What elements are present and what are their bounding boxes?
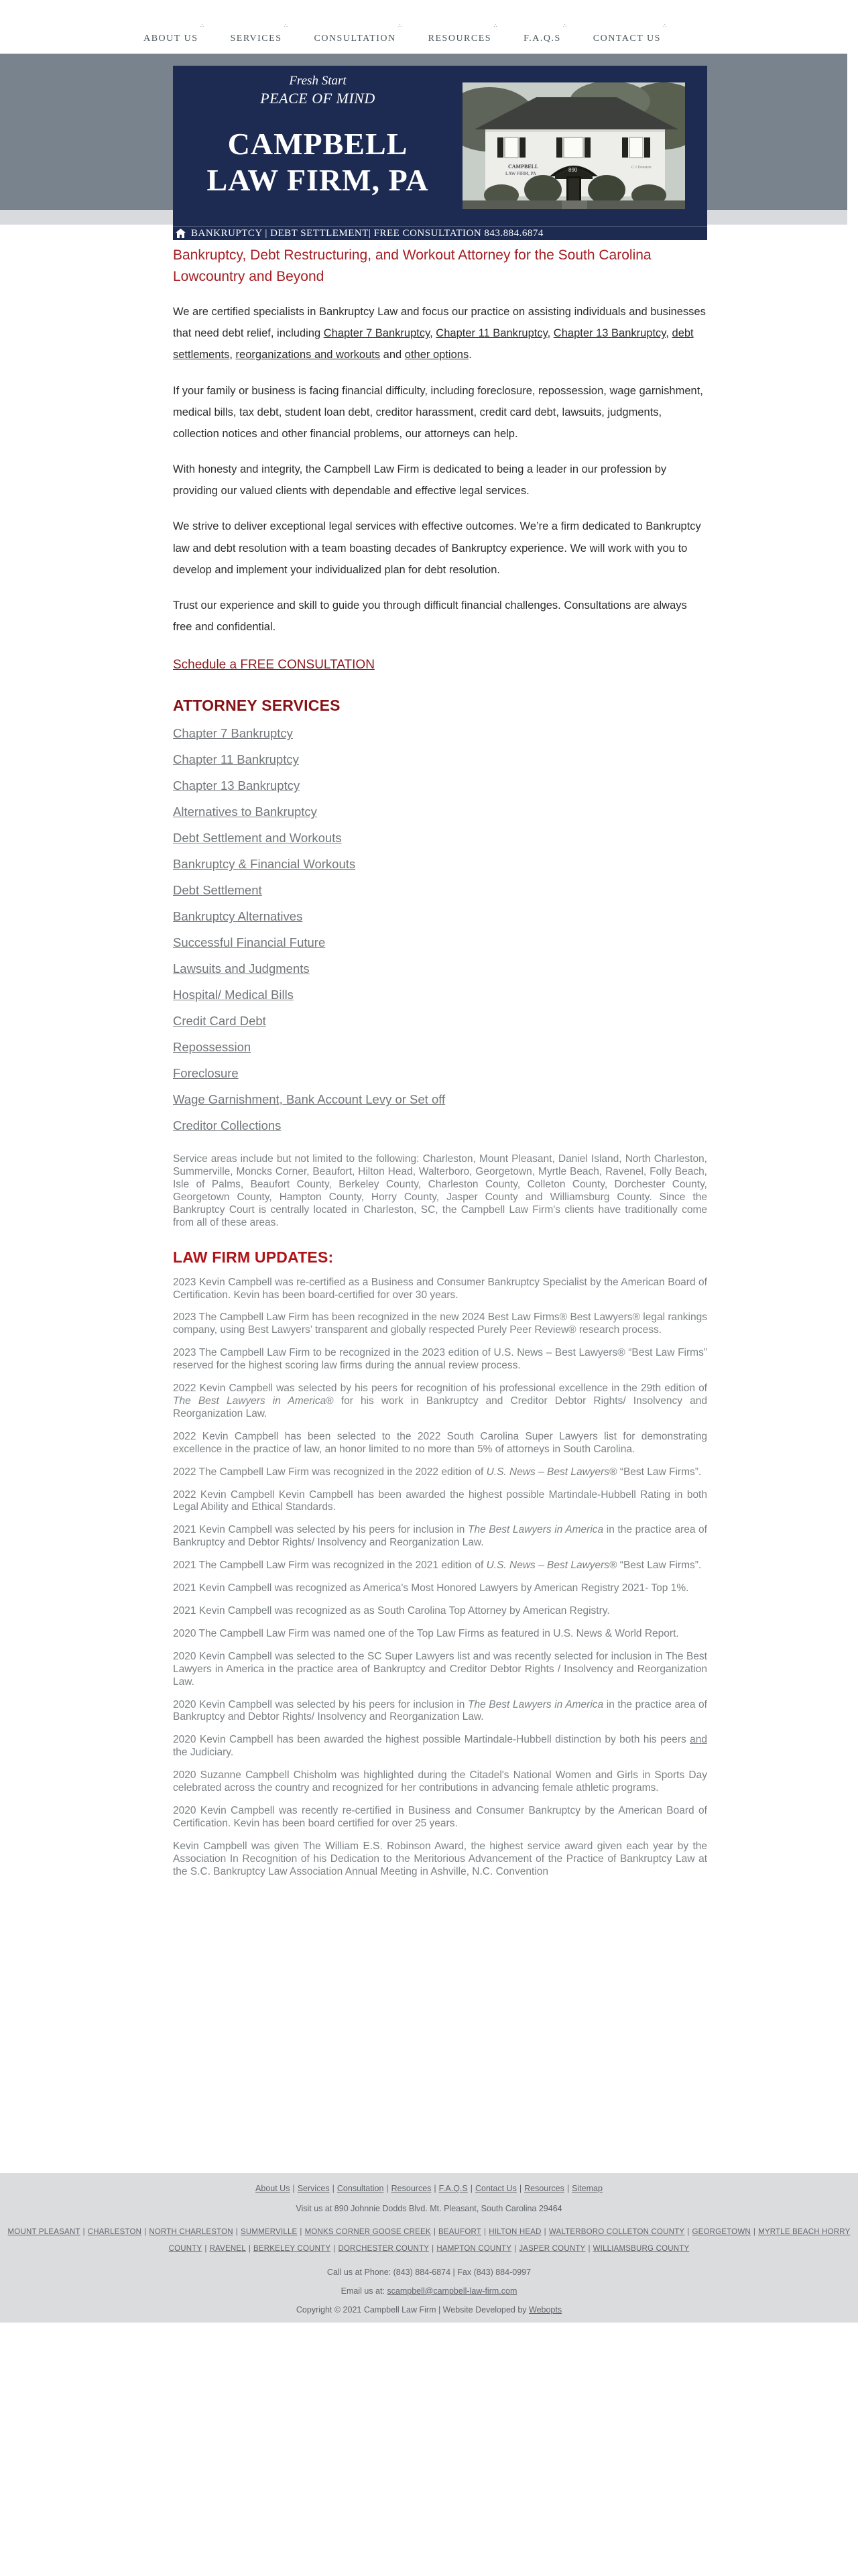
law-firm-update-15 <box>173 1734 707 1759</box>
nav-item-contact-us[interactable]: CONTACT US ∴ <box>593 23 668 44</box>
footer-nav-link-consultation-2[interactable]: Consultation <box>336 2184 384 2194</box>
footer-nav-separator: | <box>434 2184 436 2194</box>
service-link-wage-garnishment-bank-account-levy-or-set-off[interactable]: Wage Garnishment, Bank Account Levy or Set off <box>173 1092 446 1107</box>
footer-location-separator: | <box>753 2228 756 2237</box>
law-firm-update-4-text: The Best Lawyers in America <box>173 1395 326 1407</box>
footer-phone-line: Call us at Phone: (843) 884-6874 | Fax (843) 884-0997 <box>326 2267 532 2277</box>
intro-paragraph-3 <box>173 459 707 502</box>
law-firm-update-16 <box>173 1769 707 1795</box>
service-link-hospital-medical-bills[interactable]: Hospital/ Medical Bills <box>173 988 294 1002</box>
footer-location-link-mount-pleasant[interactable]: MOUNT PLEASANT <box>7 2228 80 2237</box>
nav-item-resources[interactable]: RESOURCES ∴ <box>428 23 499 44</box>
attorney-services-title: ATTORNEY SERVICES <box>173 697 341 715</box>
footer-location-link-monks-corner-goose-creek[interactable]: MONKS CORNER GOOSE CREEK <box>304 2228 431 2237</box>
footer-location-separator: | <box>82 2228 85 2237</box>
footer-nav-separator: | <box>386 2184 389 2194</box>
footer-location-separator: | <box>235 2228 238 2237</box>
footer-copyright <box>0 2305 858 2315</box>
footer-location-separator: | <box>588 2244 591 2253</box>
footer-copyright-text: Copyright © 2021 Campbell Law Firm | Website Developed by <box>296 2304 529 2315</box>
service-item-row <box>173 935 707 950</box>
footer-location-separator: | <box>514 2244 517 2253</box>
law-firm-update-16-text: 2020 Suzanne Campbell Chisholm was highlighted during the Citadel's National Women and Girls in Sports Day celebrated across the country and recognized for her contributions in advancing female athletic programs. <box>173 1769 707 1794</box>
intro-paragraphs <box>173 301 707 638</box>
law-firm-update-11-text: 2021 Kevin Campbell was recognized as as South Carolina Top Attorney by American Registry. <box>173 1604 610 1617</box>
intro-paragraph-1-link-chapter-13-bankruptcy[interactable]: Chapter 13 Bankruptcy <box>553 327 666 340</box>
intro-paragraph-1-text: , <box>547 327 554 340</box>
footer-location-separator: | <box>204 2244 207 2253</box>
footer-nav-link-services-1[interactable]: Services <box>297 2184 330 2194</box>
law-firm-update-8-text: 2021 Kevin Campbell was selected by his peers for inclusion in <box>173 1524 468 1536</box>
footer-address: Visit us at 890 Johnnie Dodds Blvd. Mt. Pleasant, South Carolina 29464 <box>296 2204 562 2214</box>
header-main <box>173 66 707 226</box>
law-firm-update-18 <box>173 1840 707 1879</box>
law-firm-update-18-text: Kevin Campbell was given The William E.S. Robinson Award, the highest service award given each year by the Association In Recognition of his Dedication to the Meritorious Advancement of the Practice of Bankruptcy Law at the S.C. Bankruptcy Law Association Annual Meeting in Ashville, N.C. Convention <box>173 1840 707 1877</box>
law-firm-update-9-text: U.S. News – Best Lawyers <box>486 1560 610 1572</box>
footer-location-separator: | <box>484 2228 487 2237</box>
intro-paragraph-4 <box>173 516 707 581</box>
footer-location-link-beaufort[interactable]: BEAUFORT <box>438 2228 482 2237</box>
footer-nav-link-resources-6[interactable]: Resources <box>524 2184 564 2194</box>
law-firm-update-1 <box>173 1277 707 1302</box>
law-firm-update-11 <box>173 1605 707 1618</box>
law-firm-update-8 <box>173 1524 707 1549</box>
service-item-row <box>173 1118 707 1133</box>
intro-paragraph-1-link-reorganizations-and-workouts[interactable]: reorganizations and workouts <box>235 349 381 361</box>
footer-location-link-charleston[interactable]: CHARLESTON <box>87 2228 142 2237</box>
law-firm-update-9-text: ® “Best Law Firms”. <box>609 1560 702 1572</box>
law-firm-update-4-text: ® for his work in Bankruptcy and Creditor Debtor Rights/ Insolvency and Reorganization Law. <box>173 1395 707 1419</box>
law-firm-update-8-text: in the practice area of Bankruptcy and Debtor Rights/ Insolvency and Reorganization Law. <box>173 1524 707 1549</box>
intro-paragraph-1-text: . <box>469 349 472 361</box>
service-item-row <box>173 778 707 793</box>
footer-location-separator: | <box>144 2228 147 2237</box>
law-firm-update-5-text: 2022 Kevin Campbell has been selected to the 2022 South Carolina Super Lawyers list for demonstrating excellence in the practice of law, an honor limited to no more than 5% of attorneys in South Carolina. <box>173 1430 707 1455</box>
header-branding <box>173 66 463 226</box>
law-firm-update-12 <box>173 1628 707 1641</box>
service-item-row <box>173 1092 707 1107</box>
law-firm-update-8-text: The Best Lawyers in America <box>468 1524 604 1536</box>
footer-nav-separator: | <box>566 2184 570 2194</box>
footer-location-link-walterboro-colleton-county[interactable]: WALTERBORO COLLETON COUNTY <box>548 2228 685 2237</box>
service-link-debt-settlement-and-workouts[interactable]: Debt Settlement and Workouts <box>173 831 342 845</box>
law-firm-update-17-text: 2020 Kevin Campbell was recently re-certified in Business and Consumer Bankruptcy by the American Board of Certification. Kevin has been board certified for over 25 years. <box>173 1804 707 1829</box>
law-firm-update-10-text: 2021 Kevin Campbell was recognized as America's Most Honored Lawyers by American Registry 2021- Top 1%. <box>173 1582 689 1594</box>
law-firm-updates-list <box>173 1277 707 1879</box>
intro-paragraph-2-text: If your family or business is facing financial difficulty, including foreclosure, repossession, wage garnishment, medical bills, tax debt, student loan debt, creditor harassment, credit card debt, lawsuits, judgments, collection notices and other financial problems, our attorneys can help. <box>173 384 703 440</box>
law-firm-update-17 <box>173 1805 707 1830</box>
law-firm-update-14-text: 2020 Kevin Campbell was selected by his peers for inclusion in <box>173 1698 468 1710</box>
footer-service-locations <box>3 2224 855 2256</box>
svg-text:LAW FIRM, PA: LAW FIRM, PA <box>505 171 536 176</box>
footer-email-line <box>0 2286 858 2296</box>
footer-location-link-jasper-county[interactable]: JASPER COUNTY <box>519 2244 586 2253</box>
law-firm-update-14 <box>173 1699 707 1724</box>
law-firm-update-15-text: 2020 Kevin Campbell has been awarded the highest possible Martindale-Hubbell distinction by both his peers <box>173 1734 690 1746</box>
intro-paragraph-3-text: With honesty and integrity, the Campbell Law Firm is dedicated to being a leader in our profession by providing our valued clients with dependable and effective legal services. <box>173 463 667 497</box>
service-item-row <box>173 805 707 819</box>
footer-nav-separator: | <box>332 2184 334 2194</box>
footer-location-link-hampton-county[interactable]: HAMPTON COUNTY <box>436 2244 512 2253</box>
footer-location-link-north-charleston[interactable]: NORTH CHARLESTON <box>149 2228 233 2237</box>
service-item-row <box>173 1014 707 1029</box>
service-link-repossession[interactable]: Repossession <box>173 1040 251 1055</box>
nav-item-services[interactable]: SERVICES ∴ <box>230 23 289 44</box>
service-link-alternatives-to-bankruptcy[interactable]: Alternatives to Bankruptcy <box>173 805 317 819</box>
footer-nav-link-contact-us-5[interactable]: Contact Us <box>475 2184 517 2194</box>
footer-nav-link-about-us-0[interactable]: About Us <box>255 2184 290 2194</box>
footer-bottom-margin <box>0 2323 858 2329</box>
law-firm-update-5 <box>173 1431 707 1456</box>
nav-item-consultation[interactable]: CONSULTATION ∴ <box>314 23 403 44</box>
main-content <box>173 245 707 2173</box>
footer-email-link[interactable]: scampbell@campbell-law-firm.com <box>387 2286 517 2296</box>
intro-paragraph-5-text: Trust our experience and skill to guide you through difficult financial challenges. Consultations are always free and confidential. <box>173 599 687 634</box>
law-firm-update-14-text: The Best Lawyers in America <box>468 1698 604 1710</box>
law-firm-update-2 <box>173 1311 707 1337</box>
svg-text:CAMPBELL: CAMPBELL <box>508 164 539 170</box>
service-areas-text: Service areas include but not limited to the following: Charleston, Mount Pleasant, Daniel Island, North Charleston, Summerville, Moncks Corner, Beaufort, Hilton Head, Walterboro, Georgetown, Myrtle Beach, Ravenel, Folly Beach, Isle of Palms, Beaufort County, Berkeley County, Charleston County, Colleton County, Dorchester County, Georgetown County, Hampton County, Horry County, Jasper County and Williamsburg County. Since the Bankruptcy Court is centrally located in Charleston, SC, the Campbell Law Firm's clients have traditionally come from all of these areas. <box>173 1153 707 1228</box>
law-firm-update-14-text: in the practice area of Bankruptcy and Debtor Rights/ Insolvency and Reorganization Law. <box>173 1698 707 1723</box>
law-firm-update-13 <box>173 1651 707 1689</box>
svg-text:C J Donston: C J Donston <box>631 166 652 170</box>
footer-location-link-ravenel[interactable]: RAVENEL <box>209 2244 246 2253</box>
footer-nav-link-f-a-q-s-4[interactable]: F.A.Q.S <box>438 2184 468 2194</box>
nav-item-about-us[interactable]: ABOUT US ∴ <box>143 23 205 44</box>
footer-location-separator: | <box>333 2244 336 2253</box>
footer-navigation <box>0 2184 858 2193</box>
service-item-row <box>173 883 707 898</box>
footer-location-separator: | <box>300 2228 302 2237</box>
footer-nav-separator: | <box>470 2184 473 2194</box>
law-firm-update-13-text: 2020 Kevin Campbell was selected to the SC Super Lawyers list and was recently selected for inclusion in The Best Lawyers in America in the practice area of Bankruptcy and Creditor Debtor Rights / Insolvency and Reorganization Law. <box>173 1650 707 1688</box>
service-link-chapter-11-bankruptcy[interactable]: Chapter 11 Bankruptcy <box>173 752 299 767</box>
law-firm-update-6-text: U.S. News – Best Lawyers <box>486 1466 610 1478</box>
footer-location-separator: | <box>544 2228 546 2237</box>
intro-paragraph-1-link-other-options[interactable]: other options <box>404 349 469 361</box>
footer-nav-separator: | <box>292 2184 295 2194</box>
law-firm-update-3-text: 2023 The Campbell Law Firm to be recognized in the 2023 edition of U.S. News – Best Lawyers® “Best Law Firms” reserved for the highest scoring law firms during the annual review process. <box>173 1347 707 1372</box>
law-firm-update-4-text: 2022 Kevin Campbell was selected by his peers for recognition of his professional excellence in the 29th edition of <box>173 1383 707 1395</box>
intro-paragraph-1-text: , <box>666 327 672 340</box>
law-firm-update-10 <box>173 1582 707 1595</box>
service-link-creditor-collections[interactable]: Creditor Collections <box>173 1118 282 1133</box>
service-item-row <box>173 1040 707 1055</box>
service-item-row <box>173 831 707 845</box>
intro-paragraph-1-text: and <box>380 349 405 361</box>
law-firm-update-2-text: 2023 The Campbell Law Firm has been recognized in the new 2024 Best Law Firms® Best Lawyers® legal rankings company, using Best Lawyers’ transparent and globally respected Purely Peer Review® research process. <box>173 1311 707 1336</box>
nav-dropdown-caret-icon: ∴ <box>200 23 205 29</box>
service-link-successful-financial-future[interactable]: Successful Financial Future <box>173 935 326 950</box>
service-item-row <box>173 752 707 767</box>
law-firm-update-3 <box>173 1347 707 1372</box>
footer-nav-link-sitemap-7[interactable]: Sitemap <box>572 2184 603 2194</box>
nav-dropdown-caret-icon: ∴ <box>493 23 499 29</box>
footer-location-link-williamsburg-county[interactable]: WILLIAMSBURG COUNTY <box>593 2244 690 2253</box>
header-info-bar <box>173 226 707 240</box>
footer-location-link-berkeley-county[interactable]: BERKELEY COUNTY <box>253 2244 331 2253</box>
law-firm-update-6-text: ® “Best Law Firms”. <box>609 1466 702 1478</box>
attorney-services-list <box>173 726 707 1133</box>
nav-item-f-a-q-s[interactable]: F.A.Q.S ∴ <box>524 23 568 44</box>
footer-location-link-georgetown[interactable]: GEORGETOWN <box>692 2228 751 2237</box>
home-icon[interactable] <box>176 229 186 238</box>
nav-dropdown-caret-icon: ∴ <box>663 23 668 29</box>
intro-paragraph-5 <box>173 595 707 638</box>
service-link-chapter-7-bankruptcy[interactable]: Chapter 7 Bankruptcy <box>173 726 293 741</box>
tagline-peace-of-mind: PEACE OF MIND <box>260 90 375 107</box>
service-link-bankruptcy-financial-workouts[interactable]: Bankruptcy & Financial Workouts <box>173 857 356 872</box>
svg-text:890: 890 <box>568 167 578 173</box>
service-link-bankruptcy-alternatives[interactable]: Bankruptcy Alternatives <box>173 909 303 924</box>
law-firm-update-15-text: the Judiciary. <box>173 1747 234 1759</box>
service-link-chapter-13-bankruptcy[interactable]: Chapter 13 Bankruptcy <box>173 778 300 793</box>
footer-location-separator: | <box>687 2228 690 2237</box>
service-item-row <box>173 909 707 924</box>
law-firm-update-6 <box>173 1466 707 1479</box>
service-item-row <box>173 1066 707 1081</box>
law-firm-update-15-text: and <box>690 1734 707 1746</box>
service-item-row <box>173 988 707 1002</box>
footer-nav-link-resources-3[interactable]: Resources <box>391 2184 432 2194</box>
schedule-consultation-link[interactable]: Schedule a FREE CONSULTATION <box>173 658 375 672</box>
top-navigation <box>0 0 831 54</box>
nav-dropdown-caret-icon: ∴ <box>398 23 403 29</box>
bottom-spacer <box>173 1878 707 2173</box>
law-firm-update-4 <box>173 1383 707 1421</box>
info-bar-text[interactable]: BANKRUPTCY | DEBT SETTLEMENT| FREE CONSULTATION 843.884.6874 <box>191 227 544 239</box>
intro-paragraph-4-text: We strive to deliver exceptional legal services with effective outcomes. We’re a firm dedicated to Bankruptcy law and debt resolution with a team boasting decades of Bankruptcy experience. We will work with you to develop and implement your individualized plan for debt resolution. <box>173 520 701 576</box>
law-firm-update-1-text: 2023 Kevin Campbell was re-certified as a Business and Consumer Bankruptcy Specialist by the American Board of Certification. Kevin has been board-certified for over 30 years. <box>173 1276 707 1301</box>
footer-developer-link[interactable]: Webopts <box>529 2304 562 2315</box>
footer-location-link-dorchester-county[interactable]: DORCHESTER COUNTY <box>338 2244 430 2253</box>
footer-nav-separator: | <box>519 2184 522 2194</box>
intro-paragraph-1-text: , <box>229 349 236 361</box>
service-link-debt-settlement[interactable]: Debt Settlement <box>173 883 262 898</box>
law-firm-update-9-text: 2021 The Campbell Law Firm was recognized in the 2021 edition of <box>173 1560 487 1572</box>
tagline-fresh-start: Fresh Start <box>289 74 347 88</box>
nav-dropdown-caret-icon: ∴ <box>563 23 568 29</box>
hero-section <box>0 54 858 239</box>
law-firm-update-12-text: 2020 The Campbell Law Firm was named one of the Top Law Firms as featured in U.S. News & World Report. <box>173 1627 679 1639</box>
service-link-foreclosure[interactable]: Foreclosure <box>173 1066 239 1081</box>
office-building-photo <box>463 82 685 209</box>
footer-location-separator: | <box>248 2244 251 2253</box>
footer-location-separator: | <box>432 2244 434 2253</box>
site-header <box>173 66 707 240</box>
footer-email-label: Email us at: <box>341 2286 387 2296</box>
footer-location-link-summerville[interactable]: SUMMERVILLE <box>240 2228 298 2237</box>
footer <box>0 2173 858 2322</box>
intro-paragraph-1-link-debt-settlements[interactable]: debt settlements <box>173 327 694 361</box>
service-item-row <box>173 961 707 976</box>
service-item-row <box>173 726 707 741</box>
nav-dropdown-caret-icon: ∴ <box>284 23 289 29</box>
intro-paragraph-1-link-chapter-7-bankruptcy[interactable]: Chapter 7 Bankruptcy <box>323 327 430 340</box>
law-firm-update-6-text: 2022 The Campbell Law Firm was recognized in the 2022 edition of <box>173 1466 487 1478</box>
law-firm-update-9 <box>173 1560 707 1572</box>
intro-paragraph-1-link-chapter-11-bankruptcy[interactable]: Chapter 11 Bankruptcy <box>436 327 548 340</box>
footer-location-separator: | <box>433 2228 436 2237</box>
service-item-row <box>173 857 707 872</box>
law-firm-update-7-text: 2022 Kevin Campbell Kevin Campbell has been awarded the highest possible Martindale-Hubbell Rating in both Legal Ability and Ethical Standards. <box>173 1488 707 1513</box>
service-link-lawsuits-and-judgments[interactable]: Lawsuits and Judgments <box>173 961 310 976</box>
footer-location-link-myrtle-beach-horry-county[interactable]: MYRTLE BEACH HORRY COUNTY <box>168 2228 851 2253</box>
firm-name-line2: LAW FIRM, PA <box>206 163 429 198</box>
intro-paragraph-1-text: , <box>430 327 436 340</box>
law-firm-updates-title: LAW FIRM UPDATES: <box>173 1248 334 1266</box>
footer-location-link-hilton-head[interactable]: HILTON HEAD <box>489 2228 542 2237</box>
intro-paragraph-1 <box>173 301 707 366</box>
firm-name-line1: CAMPBELL <box>227 127 408 161</box>
intro-paragraph-1-text: We are certified specialists in Bankruptcy Law and focus our practice on assisting individuals and businesses that need debt relief, including <box>173 306 706 340</box>
intro-paragraph-2 <box>173 380 707 445</box>
page-title: Bankruptcy, Debt Restructuring, and Workout Attorney for the South Carolina Lowcountry and Beyond <box>173 247 652 284</box>
firm-name <box>173 126 463 199</box>
service-link-credit-card-debt[interactable]: Credit Card Debt <box>173 1014 266 1029</box>
law-firm-update-7 <box>173 1489 707 1515</box>
